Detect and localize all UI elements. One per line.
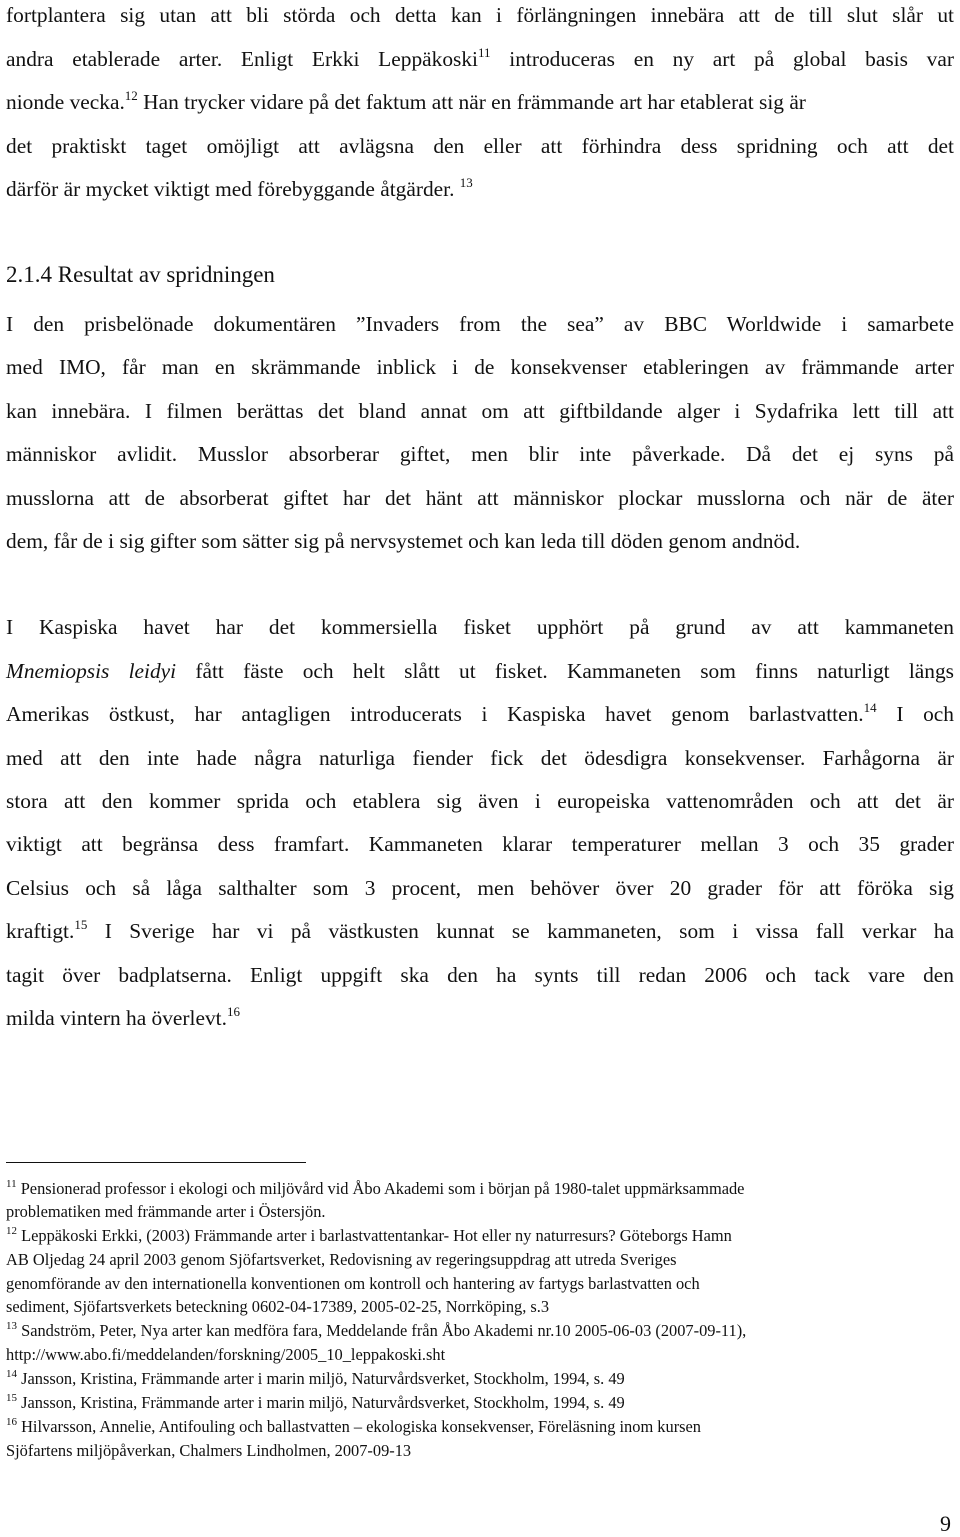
- footnote-ref: 12: [124, 88, 138, 103]
- text-line: det praktiskt taget omöjligt att avlägsna den eller att förhindra dess spridning och att det: [6, 134, 954, 158]
- footnote-ref: 15: [74, 917, 88, 932]
- text-line: kan innebära. I filmen berättas det bland annat om att giftbildande alger i Sydafrika lett till att: [6, 399, 954, 423]
- footnote-line: Sjöfartens miljöpåverkan, Chalmers Lindholmen, 2007-09-13: [6, 1441, 412, 1460]
- text-line: I den prisbelönade dokumentären ”Invaders from the sea” av BBC Worldwide i samarbete: [6, 312, 954, 336]
- footnote-url[interactable]: http://www.abo.fi/meddelanden/forskning/2005_10_leppakoski.sht: [6, 1345, 446, 1364]
- footnote-line: genomförande av den internationella konventionen om kontroll och hantering av fartygs barlastvatten och: [6, 1274, 700, 1293]
- footnote-16: $^{16}$ Hilvarsson, Annelie, Antifouling och ballastvatten – ekologiska konsekvenser, Föreläsning inom kursen: [6, 1416, 701, 1436]
- footnote-ref: 14: [863, 700, 877, 715]
- text-line: musslorna att de absorberat giftet har det hänt att människor plockar musslorna och när de äter: [6, 486, 954, 510]
- page-number: 9: [940, 1511, 951, 1536]
- footnote-ref: 11: [477, 45, 491, 60]
- species-name: Mnemiopsis leidyi: [6, 659, 177, 683]
- text-line: stora att den kommer sprida och etablera sig även i europeiska vattenområden och att det är: [6, 789, 954, 813]
- footnote-ref: 16: [226, 1004, 240, 1019]
- text-line: med att den inte hade några naturliga fiender fick det ödesdigra konsekvenser. Farhågorna är: [6, 746, 954, 770]
- text-line: människor avlidit. Musslor absorberar giftet, men blir inte påverkade. Då det ej syns på: [6, 442, 954, 466]
- text-line: kraftigt.$^{15}$ I Sverige har vi på västkusten kunnat se kammaneten, som i vissa fall verkar ha: [6, 917, 954, 943]
- text-line: milda vintern ha överlevt.$^{16}$: [6, 1004, 240, 1030]
- footnote-line: AB Oljedag 24 april 2003 genom Sjöfartsverket, Redovisning av regeringsuppdrag att utreda Sveriges: [6, 1250, 677, 1269]
- footnote-line: sediment, Sjöfartsverkets beteckning 0602-04-17389, 2005-02-25, Norrköping, s.3: [6, 1297, 550, 1316]
- footnote-14: $^{14}$ Jansson, Kristina, Främmande arter i marin miljö, Naturvårdsverket, Stockholm, 1994, s. 49: [6, 1368, 625, 1388]
- text-line: tagit över badplatserna. Enligt uppgift ska den ha synts till redan 2006 och tack vare den: [6, 963, 954, 987]
- text-line: därför är mycket viktigt med förebyggande åtgärder. $^{13}$: [6, 175, 473, 201]
- footnote-13: $^{13}$ Sandström, Peter, Nya arter kan medföra fara, Meddelande från Åbo Akademi nr.10 2005-06-03 (2007-09-11),: [6, 1320, 747, 1340]
- footnote-divider: [6, 1162, 306, 1163]
- text-line: viktigt att begränsa dess framfart. Kammaneten klarar temperaturer mellan 3 och 35 grader: [6, 832, 954, 856]
- footnote-15: $^{15}$ Jansson, Kristina, Främmande arter i marin miljö, Naturvårdsverket, Stockholm, 1994, s. 49: [6, 1392, 625, 1412]
- footnote-11: $^{11}$ Pensionerad professor i ekologi och miljövård vid Åbo Akademi som i början på 1980-talet uppmärksammade: [6, 1178, 745, 1198]
- text-line: fortplantera sig utan att bli störda och detta kan i förlängningen innebära att de till slut slår ut: [6, 3, 954, 27]
- text-line: I Kaspiska havet har det kommersiella fisket upphört på grund av att kammaneten: [6, 615, 954, 639]
- text-line: andra etablerade arter. Enligt Erkki Leppäkoski$^{11}$ introduceras en ny art på global basis var: [6, 45, 954, 71]
- footnote-line: problematiken med främmande arter i Östersjön.: [6, 1202, 326, 1221]
- text-line: Mnemiopsis leidyi fått fäste och helt slått ut fisket. Kammaneten som finns naturligt längs: [6, 659, 954, 683]
- footnote-ref: 13: [459, 175, 473, 190]
- text-line: Celsius och så låga salthalter som 3 procent, men behöver över 20 grader för att föröka sig: [6, 876, 954, 900]
- text-line: Amerikas östkust, har antagligen introducerats i Kaspiska havet genom barlastvatten.$^{14}$ I och: [6, 700, 954, 726]
- footnote-12: $^{12}$ Leppäkoski Erkki, (2003) Främmande arter i barlastvattentankar- Hot eller ny naturresurs? Göteborgs Hamn: [6, 1225, 732, 1245]
- text-line: dem, får de i sig gifter som sätter sig på nervsystemet och kan leda till döden genom andnöd.: [6, 529, 801, 553]
- text-line: med IMO, får man en skrämmande inblick i de konsekvenser etableringen av främmande arter: [6, 355, 954, 379]
- text-line: nionde vecka.$^{12}$ Han trycker vidare på det faktum att när en främmande art har etablerat sig är: [6, 88, 806, 114]
- document-page: fortplantera sig utan att bli störda och detta kan i förlängningen innebära att de till slut slår ut andra etablerade arter. Enligt Erkki Leppäkoski$^{11}$ introduceras en ny art på global basis var nionde vecka.$^{12}$ Han trycker vidare på det faktum att när en främmande art har etablerat sig är det praktiskt taget omöjligt att avlägsna den eller att förhindra dess spridning och att det därför är mycket viktigt med förebyggande åtgärder. $^{13}$ 2.1.4 Resultat av spridningen I den prisbelönade dokumentären ”Invaders from the sea” av BBC Worldwide i samarbete med IMO, får man en skrämmande inblick i de konsekvenser etableringen av främmande arter kan innebära. I filmen berättas det bland annat om att giftbildande alger i Sydafrika lett till att människor avlidit. Musslor absorberar giftet, men blir inte påverkade. Då det ej syns på musslorna att de absorberat giftet har det hänt att människor plockar musslorna och när de äter dem, får de i sig gifter som sätter sig på nervsystemet och kan leda till döden genom andnöd. I Kaspiska havet har det kommersiella fisket upphört på grund av att kammaneten Mnemiopsis leidyi fått fäste och helt slått ut fisket. Kammaneten som finns naturligt längs Amerikas östkust, har antagligen introducerats i Kaspiska havet genom barlastvatten.$^{14}$ I och med att den inte hade några naturliga fiender fick det ödesdigra konsekvenser. Farhågorna är stora att den kommer sprida och etablera sig även i europeiska vattenområden och att det är viktigt att begränsa dess framfart. Kammaneten klarar temperaturer mellan 3 och 35 grader Celsius och så låga salthalter som 3 procent, men behöver över 20 grader för att föröka sig kraftigt.$^{15}$ I Sverige har vi på västkusten kunnat se kammaneten, som i vissa fall verkar ha tagit över badplatserna. Enligt uppgift ska den ha synts till redan 2006 och tack vare den milda vintern ha överlevt.$^{16}$ $^{11}$ Pensionerad professor i ekologi och miljövård vid Åbo Akademi som i början på 1980-talet uppmärksammade problematiken med främmande arter i Östersjön. $^{12}$ Leppäkoski Erkki, (2003) Främmande arter i barlastvattentankar- Hot eller ny naturresurs? Göteborgs Hamn AB Oljedag 24 april 2003 genom Sjöfartsverket, Redovisning av regeringsuppdrag att utreda Sveriges genomförande av den internationella konventionen om kontroll och hantering av fartygs barlastvatten och sediment, Sjöfartsverkets beteckning 0602-04-17389, 2005-02-25, Norrköping, s.3 $^{13}$ Sandström, Peter, Nya arter kan medföra fara, Meddelande från Åbo Akademi nr.10 2005-06-03 (2007-09-11), http://www.abo.fi/meddelanden/forskning/2005_10_leppakoski.sht $^{14}$ Jansson, Kristina, Främmande arter i marin miljö, Naturvårdsverket, Stockholm, 1994, s. 49 $^{15}$ Jansson, Kristina, Främmande arter i marin miljö, Naturvårdsverket, Stockholm, 1994, s. 49 $^{16}$ Hilvarsson, Annelie, Antifouling och ballastvatten – ekologiska konsekvenser, Föreläsning inom kursen Sjöfartens miljöpåverkan, Chalmers Lindholmen, 2007-09-13 9: [6, 3, 954, 1536]
